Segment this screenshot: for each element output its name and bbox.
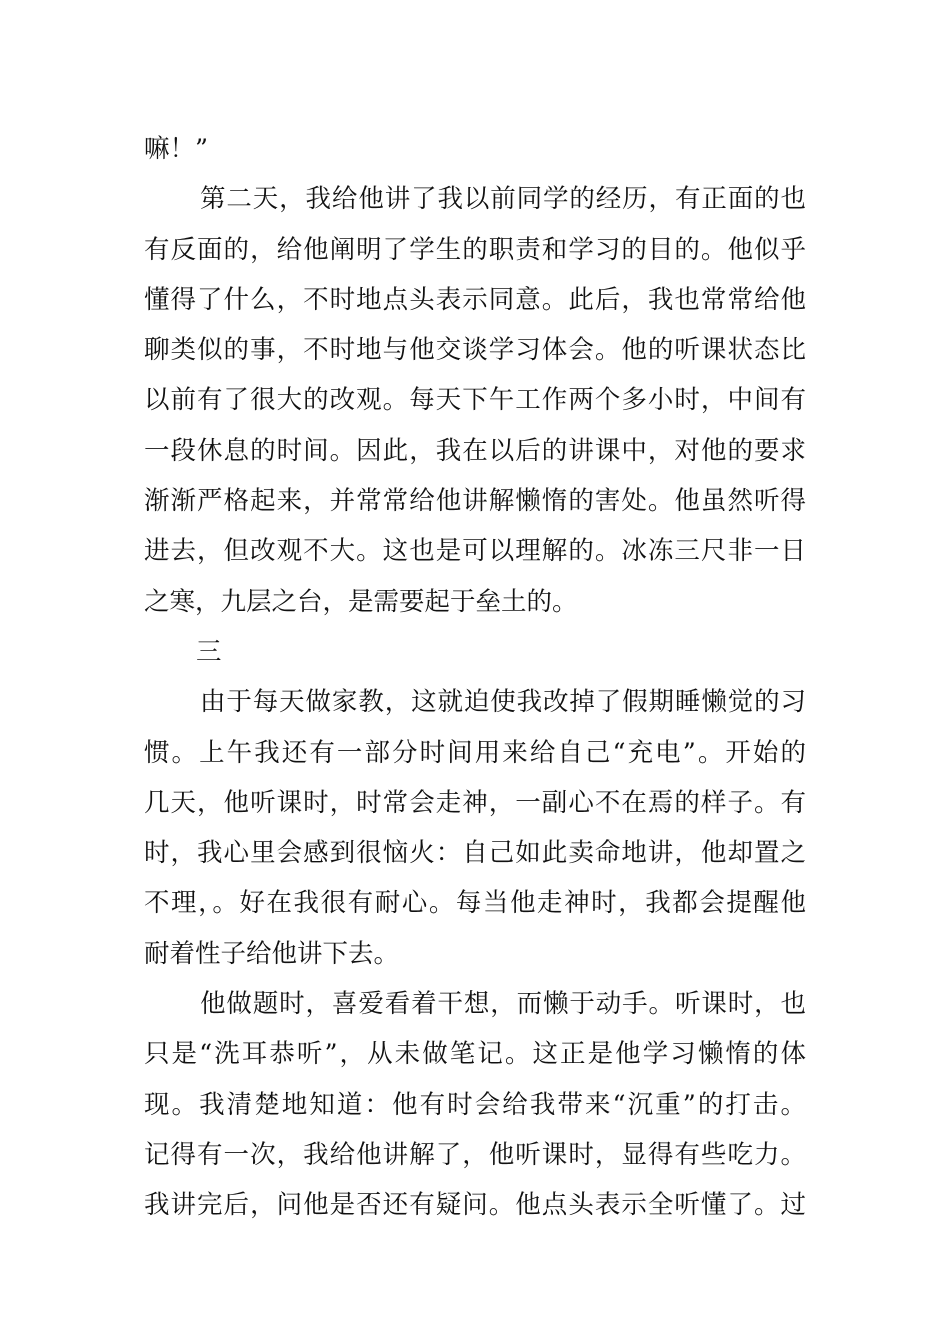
text-line: 嘛！” bbox=[144, 134, 209, 164]
text-line: 惯。上午我还有一部分时间用来给自己“充电”。开始的 bbox=[144, 737, 806, 768]
text-line: 之寒，九层之台，是需要起于垒土的。 bbox=[144, 586, 578, 617]
text-line: 时，我心里会感到很恼火：自己如此卖命地讲，他却置之 bbox=[144, 838, 806, 869]
section-heading: 三 bbox=[196, 636, 222, 667]
text-line: 记得有一次，我给他讲解了，他听课时，显得有些吃力。 bbox=[144, 1139, 806, 1170]
text-line: 懂得了什么，不时地点头表示同意。此后，我也常常给他 bbox=[144, 284, 806, 315]
text-line: 一段休息的时间。因此，我在以后的讲课中，对他的要求 bbox=[144, 435, 806, 466]
text-line: 以前有了很大的改观。每天下午工作两个多小时，中间有 bbox=[144, 385, 806, 416]
text-line: 聊类似的事，不时地与他交谈学习体会。他的听课状态比 bbox=[144, 335, 806, 366]
body-text bbox=[144, 124, 806, 1231]
text-line: 我讲完后，问他是否还有疑问。他点头表示全听懂了。过 bbox=[144, 1190, 806, 1221]
text-line: 不理，。好在我很有耐心。每当他走神时，我都会提醒他 bbox=[144, 888, 806, 919]
text-line: 现。我清楚地知道：他有时会给我带来“沉重”的打击。 bbox=[144, 1089, 806, 1120]
text-line: 进去，但改观不大。这也是可以理解的。冰冻三尺非一日 bbox=[144, 536, 806, 567]
paragraph-start-line: 第二天，我给他讲了我以前同学的经历，有正面的也 bbox=[200, 184, 806, 215]
paragraph-start-line: 他做题时，喜爱看着干想，而懒于动手。听课时，也 bbox=[200, 989, 806, 1020]
text-line: 有反面的，给他阐明了学生的职责和学习的目的。他似乎 bbox=[144, 234, 806, 265]
text-line: 几天，他听课时，时常会走神，一副心不在焉的样子。有 bbox=[144, 787, 806, 818]
paragraph-start-line: 由于每天做家教，这就迫使我改掉了假期睡懒觉的习 bbox=[200, 687, 806, 718]
text-line: 只是“洗耳恭听”，从未做笔记。这正是他学习懒惰的体 bbox=[144, 1039, 806, 1070]
text-line: 耐着性子给他讲下去。 bbox=[144, 938, 400, 969]
text-line: 渐渐严格起来，并常常给他讲解懒惰的害处。他虽然听得 bbox=[144, 486, 806, 517]
